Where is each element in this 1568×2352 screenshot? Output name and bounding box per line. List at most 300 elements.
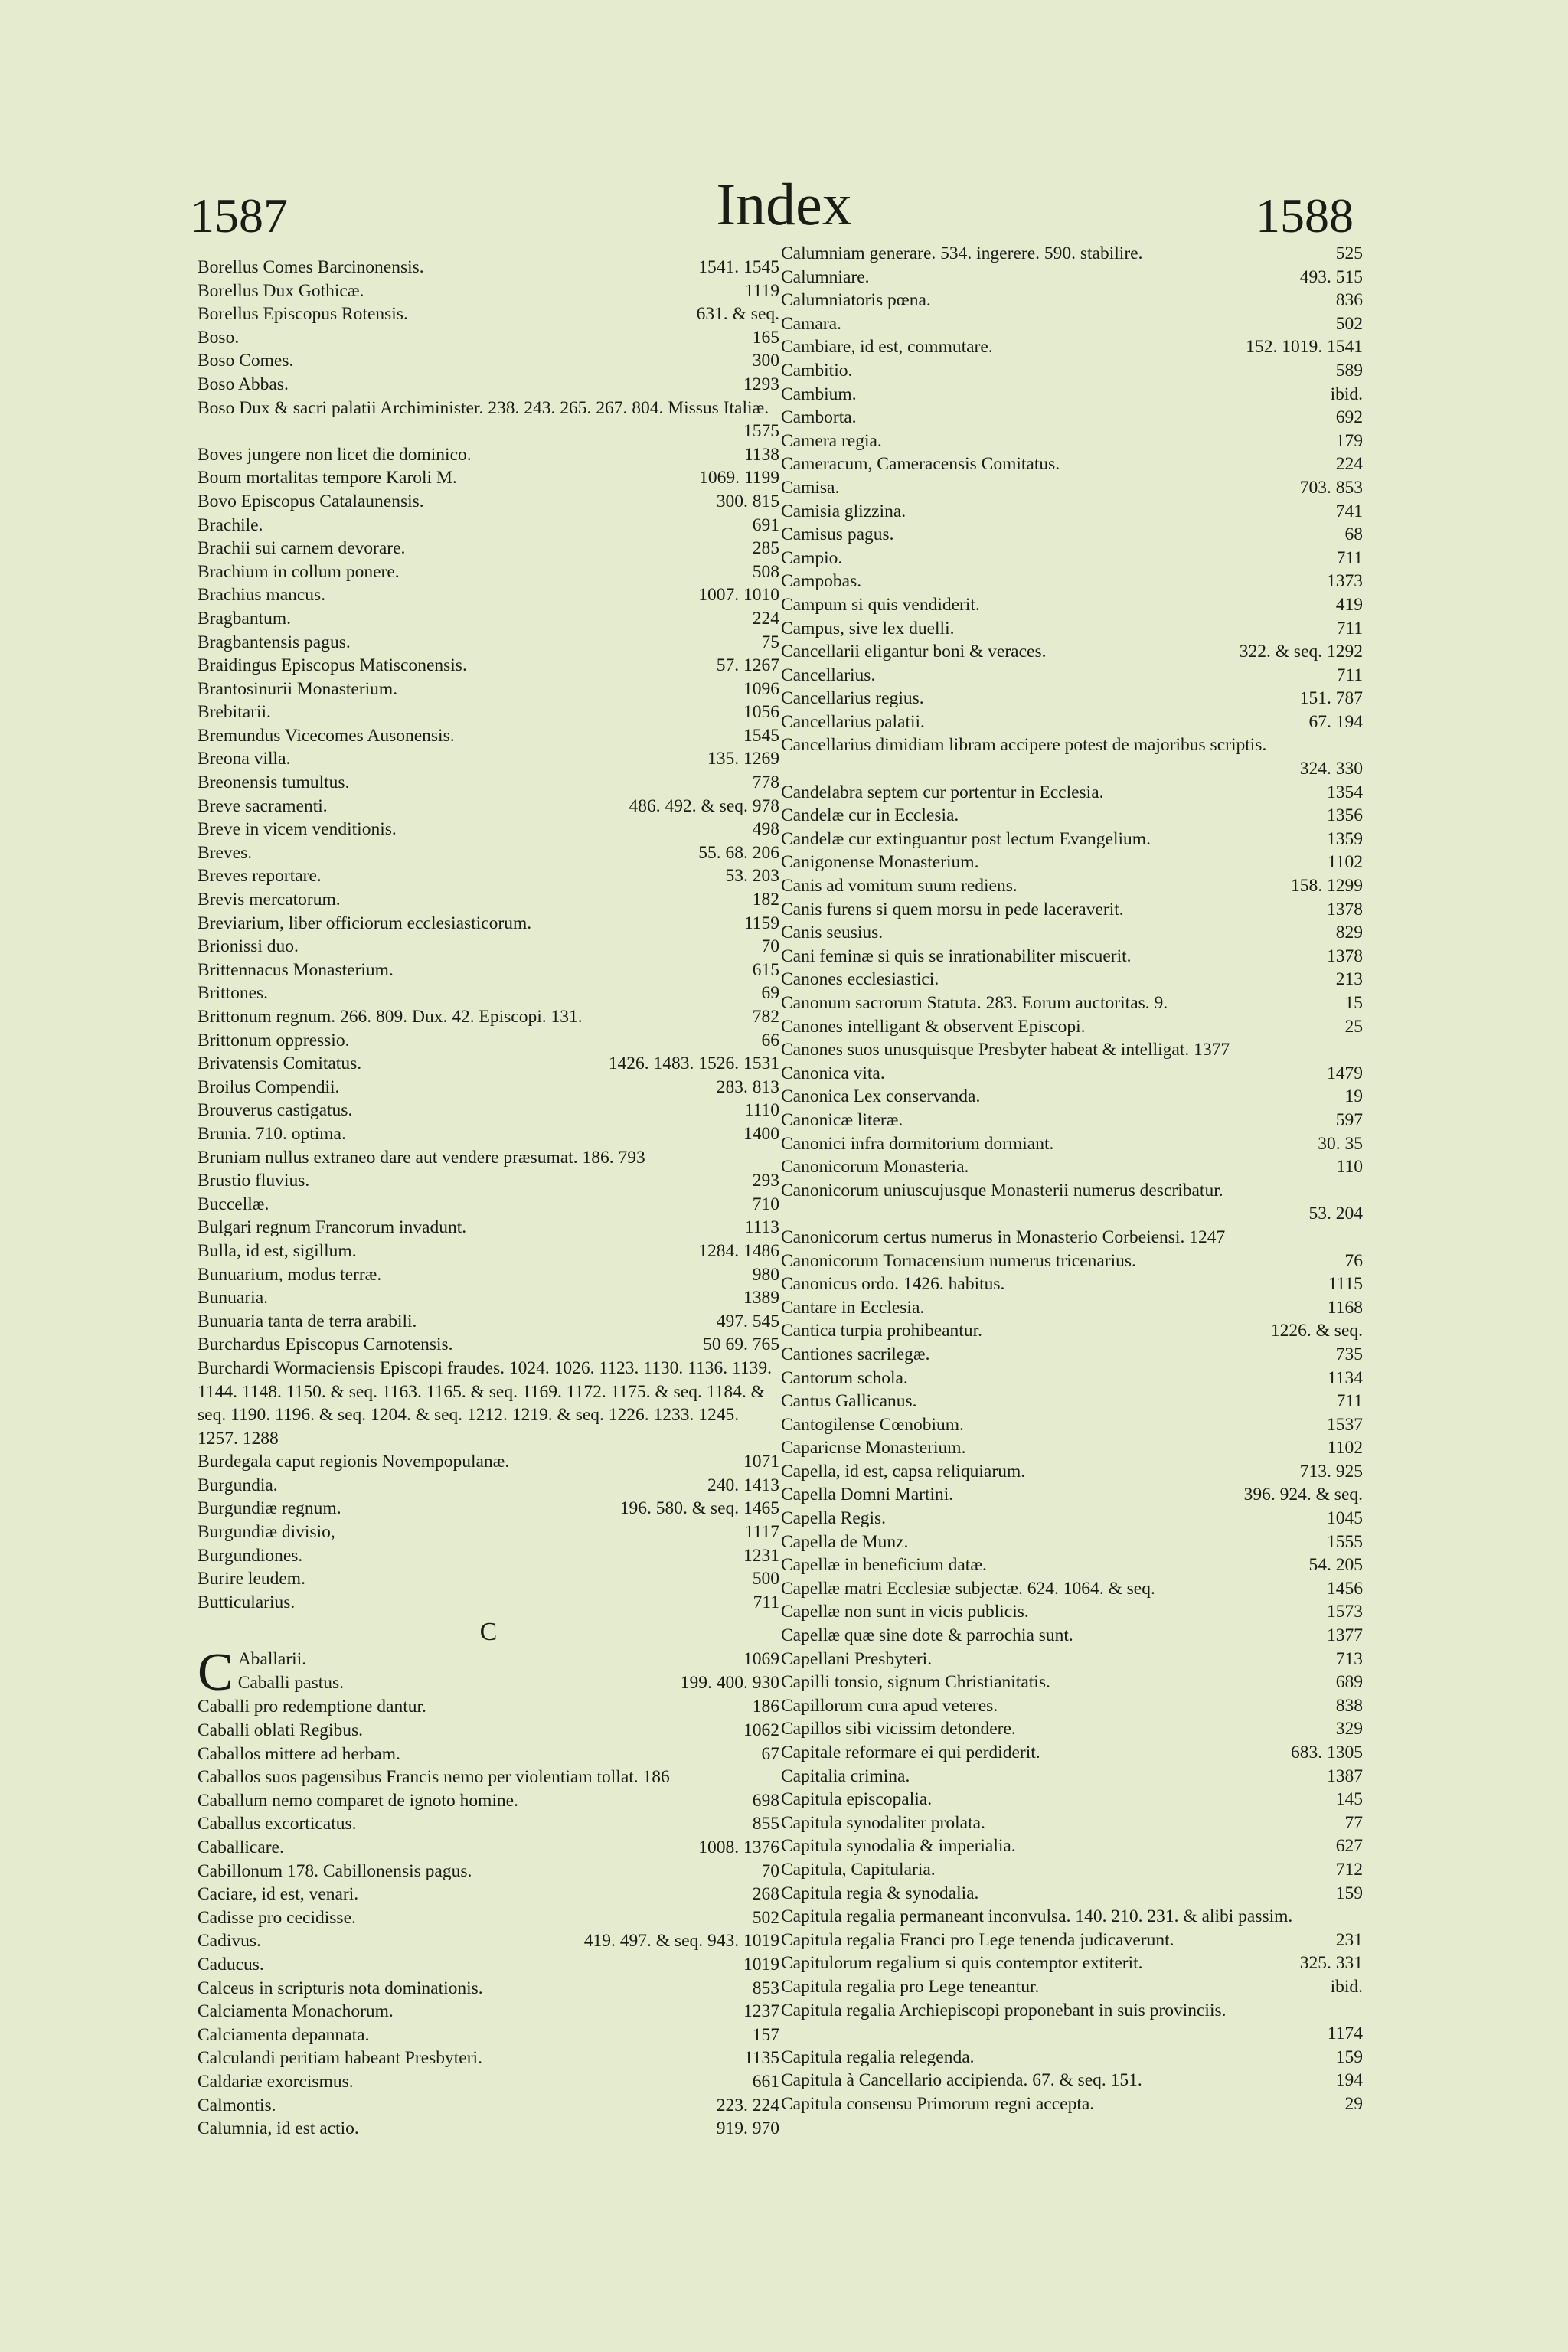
index-term: Borellus Episcopus Rotensis. <box>198 304 408 325</box>
index-entry <box>781 406 1363 430</box>
index-entry <box>781 1694 1363 1718</box>
index-term: Canis seusius. <box>781 923 884 943</box>
index-entry <box>198 1766 779 1789</box>
index-entry <box>781 1600 1363 1624</box>
index-entry <box>781 1250 1363 1273</box>
index-page-refs: 186 <box>752 1697 779 1717</box>
index-page-refs: 1537 <box>1327 1414 1363 1435</box>
index-entry <box>781 430 1363 453</box>
index-page-refs: 689 <box>1335 1672 1363 1693</box>
index-entry <box>781 1999 1363 2046</box>
index-term: Capitula, Capitularia. <box>781 1859 936 1880</box>
index-term: Campum si quis vendiderit. <box>781 594 980 615</box>
index-term: Camborta. <box>781 407 857 428</box>
index-entry <box>238 1671 779 1695</box>
index-page-refs: 67 <box>761 1743 779 1764</box>
index-entry <box>781 312 1363 336</box>
index-page-refs: 324. 330 <box>1299 759 1363 779</box>
index-entry <box>198 1240 779 1263</box>
index-term: Brevis mercatorum. <box>198 890 341 910</box>
index-entry <box>781 664 1363 688</box>
index-entry <box>198 1719 779 1743</box>
index-entry <box>781 570 1363 593</box>
index-entry <box>198 1029 779 1053</box>
index-page-refs: 1008. 1376 <box>698 1838 779 1857</box>
index-page-refs: 325. 331 <box>1299 1953 1363 1974</box>
index-entry <box>781 1929 1363 1952</box>
index-term: Brunia. 710. optima. <box>198 1123 346 1144</box>
index-entry <box>238 1648 779 1671</box>
index-page-refs: 493. 515 <box>1299 266 1363 287</box>
index-page-refs: 1056 <box>743 702 779 723</box>
index-page-refs: 1356 <box>1327 805 1363 826</box>
index-entry <box>198 1357 779 1450</box>
index-term: Bunuaria tanta de terra arabili. <box>198 1311 417 1331</box>
index-entry <box>198 1521 779 1544</box>
index-term: Capitula regia & synodalia. <box>781 1883 979 1903</box>
index-entry <box>198 1906 779 1930</box>
index-page-refs: 15 <box>1344 993 1363 1013</box>
index-term: Capitula regalia Franci pro Lege tenenda judicaverunt. <box>781 1929 1174 1950</box>
index-entry <box>781 640 1363 664</box>
index-entry <box>198 2047 779 2070</box>
index-term: Burchardus Episcopus Carnotensis. <box>198 1334 453 1355</box>
index-page-refs: 661 <box>752 2071 779 2092</box>
page-number-left: 1587 <box>190 188 288 243</box>
index-entry <box>781 2069 1363 2092</box>
index-page-refs: 283. 813 <box>716 1076 779 1097</box>
index-entry <box>198 583 779 607</box>
index-page-refs: 75 <box>761 632 779 652</box>
index-page-refs: 1168 <box>1327 1297 1363 1318</box>
index-page-refs: 1237 <box>743 2001 779 2022</box>
index-entry <box>781 1834 1363 1858</box>
index-page-refs: 691 <box>752 514 779 535</box>
index-page-refs: 285 <box>752 538 779 559</box>
index-page-refs: 713 <box>1335 1648 1363 1669</box>
index-term: Capillos sibi vicissim detondere. <box>781 1719 1016 1740</box>
index-entry <box>198 1333 779 1357</box>
index-term: Capitula synodalia & imperialia. <box>781 1836 1016 1857</box>
index-page-refs: 57. 1267 <box>716 655 779 676</box>
index-page-refs: 508 <box>752 561 779 582</box>
index-entry <box>198 349 779 373</box>
index-page-refs: 1062 <box>743 1720 779 1741</box>
index-page-refs: 224 <box>752 608 779 629</box>
index-page-refs: 1113 <box>744 1217 779 1238</box>
index-entry <box>198 2070 779 2094</box>
index-entry <box>198 443 779 467</box>
index-term: Caballi pro redemptione dantur. <box>198 1697 426 1717</box>
index-term: Caballus excorticatus. <box>198 1814 357 1834</box>
index-entry <box>781 991 1363 1015</box>
index-term: Brionissi duo. <box>198 936 299 957</box>
index-entry <box>198 560 779 584</box>
index-page-refs: 419. 497. & seq. 943. 1019 <box>583 1931 779 1952</box>
index-term: Borellus Comes Barcinonensis. <box>198 257 424 277</box>
index-page-refs: 778 <box>752 773 779 793</box>
index-page-refs: 29 <box>1344 2093 1363 2114</box>
index-entry <box>198 1497 779 1521</box>
index-term: Cancellarii eligantur boni & veraces. <box>781 642 1047 662</box>
index-entry <box>781 335 1363 359</box>
index-page-refs: 1138 <box>743 444 779 465</box>
index-term: Brachium in collum ponere. <box>198 561 400 582</box>
index-entry <box>781 1155 1363 1179</box>
index-page-refs: 1389 <box>743 1288 779 1308</box>
index-term: Caparicnse Monasterium. <box>781 1438 966 1459</box>
index-page-refs: 829 <box>1335 923 1363 943</box>
index-page-refs: 1377 <box>1327 1625 1363 1646</box>
index-term: Calciamenta Monachorum. <box>198 2001 394 2022</box>
index-entry <box>198 1310 779 1334</box>
index-term: Cantica turpia prohibeantur. <box>781 1321 982 1341</box>
index-page-refs: ibid. <box>1330 1976 1363 1997</box>
index-term: Broilus Compendii. <box>198 1076 340 1097</box>
index-page-refs: 525 <box>1335 243 1363 263</box>
index-page-refs: 196. 580. & seq. 1465 <box>619 1498 779 1519</box>
index-term: Cantogilense Cœnobium. <box>781 1414 964 1435</box>
index-entry <box>781 1062 1363 1086</box>
index-term: Bulla, id est, sigillum. <box>198 1240 357 1261</box>
index-term: Calumniare. <box>781 266 870 287</box>
index-term: Capitula regalia Archiepiscopi proponebant in suis provinciis. <box>781 2000 1227 2020</box>
index-term: Capella de Munz. <box>781 1531 909 1552</box>
index-entry <box>198 1450 779 1474</box>
index-term: Cancellarius palatii. <box>781 711 925 732</box>
index-page-refs: 1019 <box>743 1954 779 1975</box>
index-term: Capitulorum regalium si quis contemptor extiterit. <box>781 1953 1143 1974</box>
index-entry <box>198 959 779 982</box>
index-page-refs: 300. 815 <box>716 491 779 511</box>
index-entry <box>781 781 1363 805</box>
index-term: Burchardi Wormaciensis Episcopi fraudes. 1024. 1026. 1123. 1130. 1136. 1139. 1144. 1148. 1150. & seq. 1163. 1165. & seq. 1169. 1172. 1175. & seq. 1184. & seq. 1190. 1196. & seq. 1204. & seq. 1212. 1219. & seq. 1226. 1233. 1245. 1257. 1288 <box>198 1357 772 1449</box>
index-term: Cantus Gallicanus. <box>781 1391 917 1412</box>
index-entry <box>781 359 1363 383</box>
index-entry <box>781 828 1363 851</box>
index-entry <box>198 771 779 795</box>
index-entry <box>781 1038 1363 1062</box>
index-entry <box>781 1460 1363 1484</box>
index-entry <box>198 1263 779 1287</box>
index-term: Breona villa. <box>198 749 291 769</box>
index-page-refs: 853 <box>752 1978 779 1998</box>
index-entry <box>781 617 1363 641</box>
index-entry <box>198 1953 779 1977</box>
index-entry <box>198 2024 779 2047</box>
index-page-refs: 54. 205 <box>1308 1555 1363 1576</box>
dropcap-block <box>198 1648 779 1695</box>
index-entry <box>198 1286 779 1310</box>
index-entry <box>781 1085 1363 1109</box>
index-term: Caciare, id est, venari. <box>198 1884 359 1905</box>
index-entry <box>781 1765 1363 1788</box>
index-page-refs: 19 <box>1344 1086 1363 1107</box>
index-page-refs: 1545 <box>743 725 779 746</box>
index-page-refs: 711 <box>1336 547 1363 568</box>
index-page-refs: 240. 1413 <box>707 1475 779 1495</box>
index-page-refs: 855 <box>752 1814 779 1834</box>
index-term: Canigonense Monasterium. <box>781 852 979 873</box>
index-term: Brantosinurii Monasterium. <box>198 678 398 699</box>
index-term: Canonicorum uniuscujusque Monasterii numerus describatur. <box>781 1180 1223 1200</box>
index-term: Canonica Lex conservanda. <box>781 1086 981 1107</box>
index-term: Cantiones sacrilegæ. <box>781 1344 930 1364</box>
index-page-refs: 712 <box>1335 1859 1363 1880</box>
index-entry <box>781 968 1363 991</box>
index-page-refs: 53. 204 <box>1308 1204 1363 1224</box>
index-entry <box>781 1015 1363 1039</box>
index-page-refs: 1378 <box>1327 946 1363 966</box>
index-page-refs: 50 69. 765 <box>703 1334 779 1355</box>
index-entry <box>198 537 779 560</box>
index-entry <box>198 1591 779 1615</box>
index-page-refs: 597 <box>1335 1109 1363 1130</box>
index-term: Capitula synodaliter prolata. <box>781 1812 985 1833</box>
index-entry <box>781 2092 1363 2116</box>
index-entry <box>198 1929 779 1953</box>
index-entry <box>198 1052 779 1076</box>
index-page-refs: 268 <box>752 1884 779 1905</box>
index-entry <box>781 1882 1363 1906</box>
index-term: Capellæ quæ sine dote & parrochia sunt. <box>781 1625 1073 1646</box>
index-term: Calculandi peritiam habeant Presbyteri. <box>198 2048 482 2069</box>
index-page-refs: 67. 194 <box>1308 711 1363 732</box>
index-term: Boum mortalitas tempore Karoli M. <box>198 468 457 488</box>
index-page-refs: 486. 492. & seq. 978 <box>629 795 779 816</box>
index-entry <box>781 1483 1363 1507</box>
index-page-refs: 53. 203 <box>725 866 779 887</box>
index-page-refs: 76 <box>1344 1250 1363 1271</box>
index-entry <box>781 523 1363 547</box>
index-entry <box>781 1788 1363 1811</box>
index-entry <box>198 1567 779 1591</box>
index-entry <box>781 1553 1363 1577</box>
index-page-refs: 836 <box>1335 290 1363 311</box>
index-term: Brachile. <box>198 514 263 535</box>
index-term: Brachii sui carnem devorare. <box>198 538 406 559</box>
index-entry <box>781 1132 1363 1156</box>
index-page-refs: 1387 <box>1327 1766 1363 1786</box>
index-page-refs: ibid. <box>1330 384 1363 404</box>
index-entry <box>781 874 1363 898</box>
index-page-refs: 1045 <box>1327 1508 1363 1529</box>
index-page-refs: 70 <box>761 936 779 957</box>
index-page-refs: 500 <box>752 1569 779 1589</box>
index-entry <box>198 864 779 888</box>
index-term: Brebitarii. <box>198 702 271 723</box>
index-entry <box>198 490 779 514</box>
index-term: Cadivus. <box>198 1931 261 1952</box>
index-entry <box>198 279 779 303</box>
index-term: Canonicorum Monasteria. <box>781 1157 969 1178</box>
index-entry <box>781 921 1363 945</box>
index-page-refs: 1159 <box>743 913 779 933</box>
index-term: Capillorum cura apud veteres. <box>781 1695 998 1716</box>
index-entry <box>781 1436 1363 1460</box>
section-letter-heading: C <box>479 1618 498 1647</box>
dropcap-entries <box>198 1648 779 1694</box>
index-page-refs: 224 <box>1335 454 1363 475</box>
index-page-refs: 159 <box>1335 2047 1363 2067</box>
index-term: Capitula consensu Primorum regni accepta. <box>781 2093 1095 2114</box>
index-page-refs: 1117 <box>744 1522 779 1543</box>
index-term: Bragbantensis pagus. <box>198 632 351 652</box>
index-term: Cantare in Ecclesia. <box>781 1297 925 1318</box>
index-page-refs: 165 <box>752 327 779 348</box>
index-page-refs: 782 <box>752 1007 779 1027</box>
index-page-refs: 157 <box>752 2024 779 2045</box>
index-term: Capellæ in beneficium datæ. <box>781 1555 987 1576</box>
index-term: Caballos mittere ad herbam. <box>198 1743 400 1764</box>
index-entry <box>781 1367 1363 1390</box>
index-term: Breves. <box>198 842 253 863</box>
index-page-refs: 70 <box>761 1860 779 1881</box>
index-term: Caducus. <box>198 1954 264 1975</box>
index-page-refs: 1575 <box>743 421 779 442</box>
index-page-refs: 741 <box>1335 501 1363 521</box>
index-term: Brittones. <box>198 983 269 1004</box>
index-page-refs: 1226. & seq. <box>1270 1321 1363 1341</box>
index-page-refs: 502 <box>752 1907 779 1928</box>
index-term: Cadisse pro cecidisse. <box>198 1907 356 1928</box>
page-number-right: 1588 <box>1256 188 1354 243</box>
index-entry <box>198 1193 779 1217</box>
index-page-refs: 231 <box>1335 1929 1363 1950</box>
index-page-refs: 1284. 1486 <box>698 1240 779 1261</box>
index-term: Capitale reformare ei qui perdiderit. <box>781 1743 1040 1762</box>
index-term: Burgundiæ divisio, <box>198 1522 335 1543</box>
drop-cap: C <box>198 1648 234 1696</box>
index-term: Borellus Dux Gothicæ. <box>198 280 364 301</box>
index-entry <box>198 1695 779 1719</box>
index-term: Camera regia. <box>781 430 882 451</box>
index-term: Burire leudem. <box>198 1569 305 1589</box>
index-entry <box>198 678 779 701</box>
index-term: Capitula regalia permaneant inconvulsa. 140. 210. 231. & alibi passim. <box>781 1906 1293 1927</box>
index-term: Bremundus Vicecomes Ausonensis. <box>198 725 455 746</box>
index-term: Cabillonum 178. Cabillonensis pagus. <box>198 1860 472 1881</box>
index-entry <box>198 1216 779 1240</box>
index-term: Capellæ non sunt in vicis publicis. <box>781 1602 1029 1622</box>
index-page-refs: 1555 <box>1327 1531 1363 1552</box>
index-term: Candelæ cur extinguantur post lectum Evangelium. <box>781 828 1151 849</box>
index-page-refs: 329 <box>1335 1719 1363 1740</box>
index-term: Cambiare, id est, commutare. <box>781 337 993 358</box>
index-term: Brittonum regnum. 266. 809. Dux. 42. Episcopi. 131. <box>198 1007 583 1027</box>
index-page-refs: 698 <box>752 1790 779 1811</box>
index-term: Capilli tonsio, signum Christianitatis. <box>781 1672 1050 1693</box>
index-page-refs: 1359 <box>1327 828 1363 849</box>
index-term: Bovo Episcopus Catalaunensis. <box>198 491 424 511</box>
index-entry <box>781 1648 1363 1671</box>
index-page-refs: 159 <box>1335 1883 1363 1903</box>
index-entry <box>198 397 779 443</box>
index-entry <box>198 1474 779 1498</box>
index-term: Brivatensis Comitatus. <box>198 1054 362 1074</box>
index-term: Bulgari regnum Francorum invadunt. <box>198 1217 467 1238</box>
index-term: Aballarii. <box>237 1649 307 1670</box>
index-page-refs: 1174 <box>1327 2024 1363 2044</box>
index-term: Breonensis tumultus. <box>198 773 350 793</box>
index-term: Brittonum oppressio. <box>198 1030 350 1050</box>
index-entry <box>198 1883 779 1906</box>
index-entry <box>781 733 1363 780</box>
index-entry <box>198 982 779 1005</box>
index-term: Calumnia, id est actio. <box>198 2118 359 2139</box>
index-page-refs: 293 <box>752 1171 779 1191</box>
index-page-refs: 627 <box>1335 1836 1363 1857</box>
index-entry <box>198 631 779 655</box>
index-entry <box>781 1717 1363 1741</box>
index-entry <box>781 289 1363 312</box>
index-term: Cameracum, Cameracensis Comitatus. <box>781 454 1060 475</box>
index-term: Cancellarius dimidiam libram accipere potest de majoribus scriptis. <box>781 735 1267 756</box>
index-term: Campio. <box>781 547 843 568</box>
index-term: Candelæ cur in Ecclesia. <box>781 805 959 826</box>
index-page-refs: 1069 <box>743 1649 779 1670</box>
index-page-refs: 838 <box>1335 1695 1363 1716</box>
index-term: Canones suos unusquisque Presbyter habeat & intelligat. 1377 <box>781 1040 1230 1060</box>
index-term: Burgundia. <box>198 1475 278 1495</box>
index-entry <box>198 747 779 771</box>
index-page-refs: 1110 <box>744 1100 779 1121</box>
index-term: Candelabra septem cur portentur in Ecclesia. <box>781 782 1104 802</box>
index-page-refs: 497. 545 <box>716 1311 779 1331</box>
index-entry <box>781 1390 1363 1413</box>
index-term: Brouverus castigatus. <box>198 1100 353 1121</box>
index-page-refs: 66 <box>761 1030 779 1050</box>
index-term: Caballum nemo comparet de ignoto homine. <box>198 1790 518 1811</box>
index-page-refs: 1119 <box>744 280 779 301</box>
index-term: Buccellæ. <box>198 1194 270 1214</box>
index-term: Cantorum schola. <box>781 1367 908 1388</box>
page-title: Index <box>716 171 852 237</box>
index-entry <box>198 1789 779 1813</box>
index-page-refs: 1134 <box>1327 1367 1363 1388</box>
index-page-refs: 1479 <box>1327 1063 1363 1083</box>
index-term: Breve sacramenti. <box>198 795 328 816</box>
index-term: Breviarium, liber officiorum ecclesiasticorum. <box>198 913 532 933</box>
index-term: Capitula regalia relegenda. <box>781 2047 975 2067</box>
index-term: Capellani Presbyteri. <box>781 1648 933 1669</box>
index-page-refs: 1102 <box>1327 1438 1363 1459</box>
index-page-refs: 1071 <box>743 1452 779 1472</box>
index-term: Brustio fluvius. <box>198 1171 310 1191</box>
index-term: Canonicorum Tornacensium numerus tricenarius. <box>781 1250 1136 1271</box>
index-page-refs: 1573 <box>1327 1602 1363 1622</box>
index-page-refs: 1115 <box>1328 1274 1363 1295</box>
index-term: Cambium. <box>781 384 857 404</box>
index-term: Capitula regalia pro Lege teneantur. <box>781 1976 1040 1997</box>
index-term: Camisa. <box>781 477 840 498</box>
index-page-refs: 919. 970 <box>716 2118 779 2139</box>
index-entry <box>198 935 779 959</box>
index-term: Cani feminæ si quis se inrationabiliter miscuerit. <box>781 946 1132 966</box>
index-term: Camisus pagus. <box>781 524 894 545</box>
index-entry <box>781 1272 1363 1296</box>
index-entry <box>781 266 1363 289</box>
index-entry <box>781 452 1363 476</box>
index-entry <box>198 256 779 279</box>
index-entry <box>781 1413 1363 1437</box>
index-entry <box>781 1179 1363 1226</box>
index-term: Boso Dux & sacri palatii Archiminister. 238. 243. 265. 267. 804. Missus Italiæ. <box>198 397 769 418</box>
index-term: Caballos suos pagensibus Francis nemo per violentiam tollat. 186 <box>198 1767 670 1788</box>
index-term: Canonicæ literæ. <box>781 1109 903 1130</box>
index-entry <box>198 818 779 841</box>
index-term: Burgundiones. <box>198 1545 303 1566</box>
